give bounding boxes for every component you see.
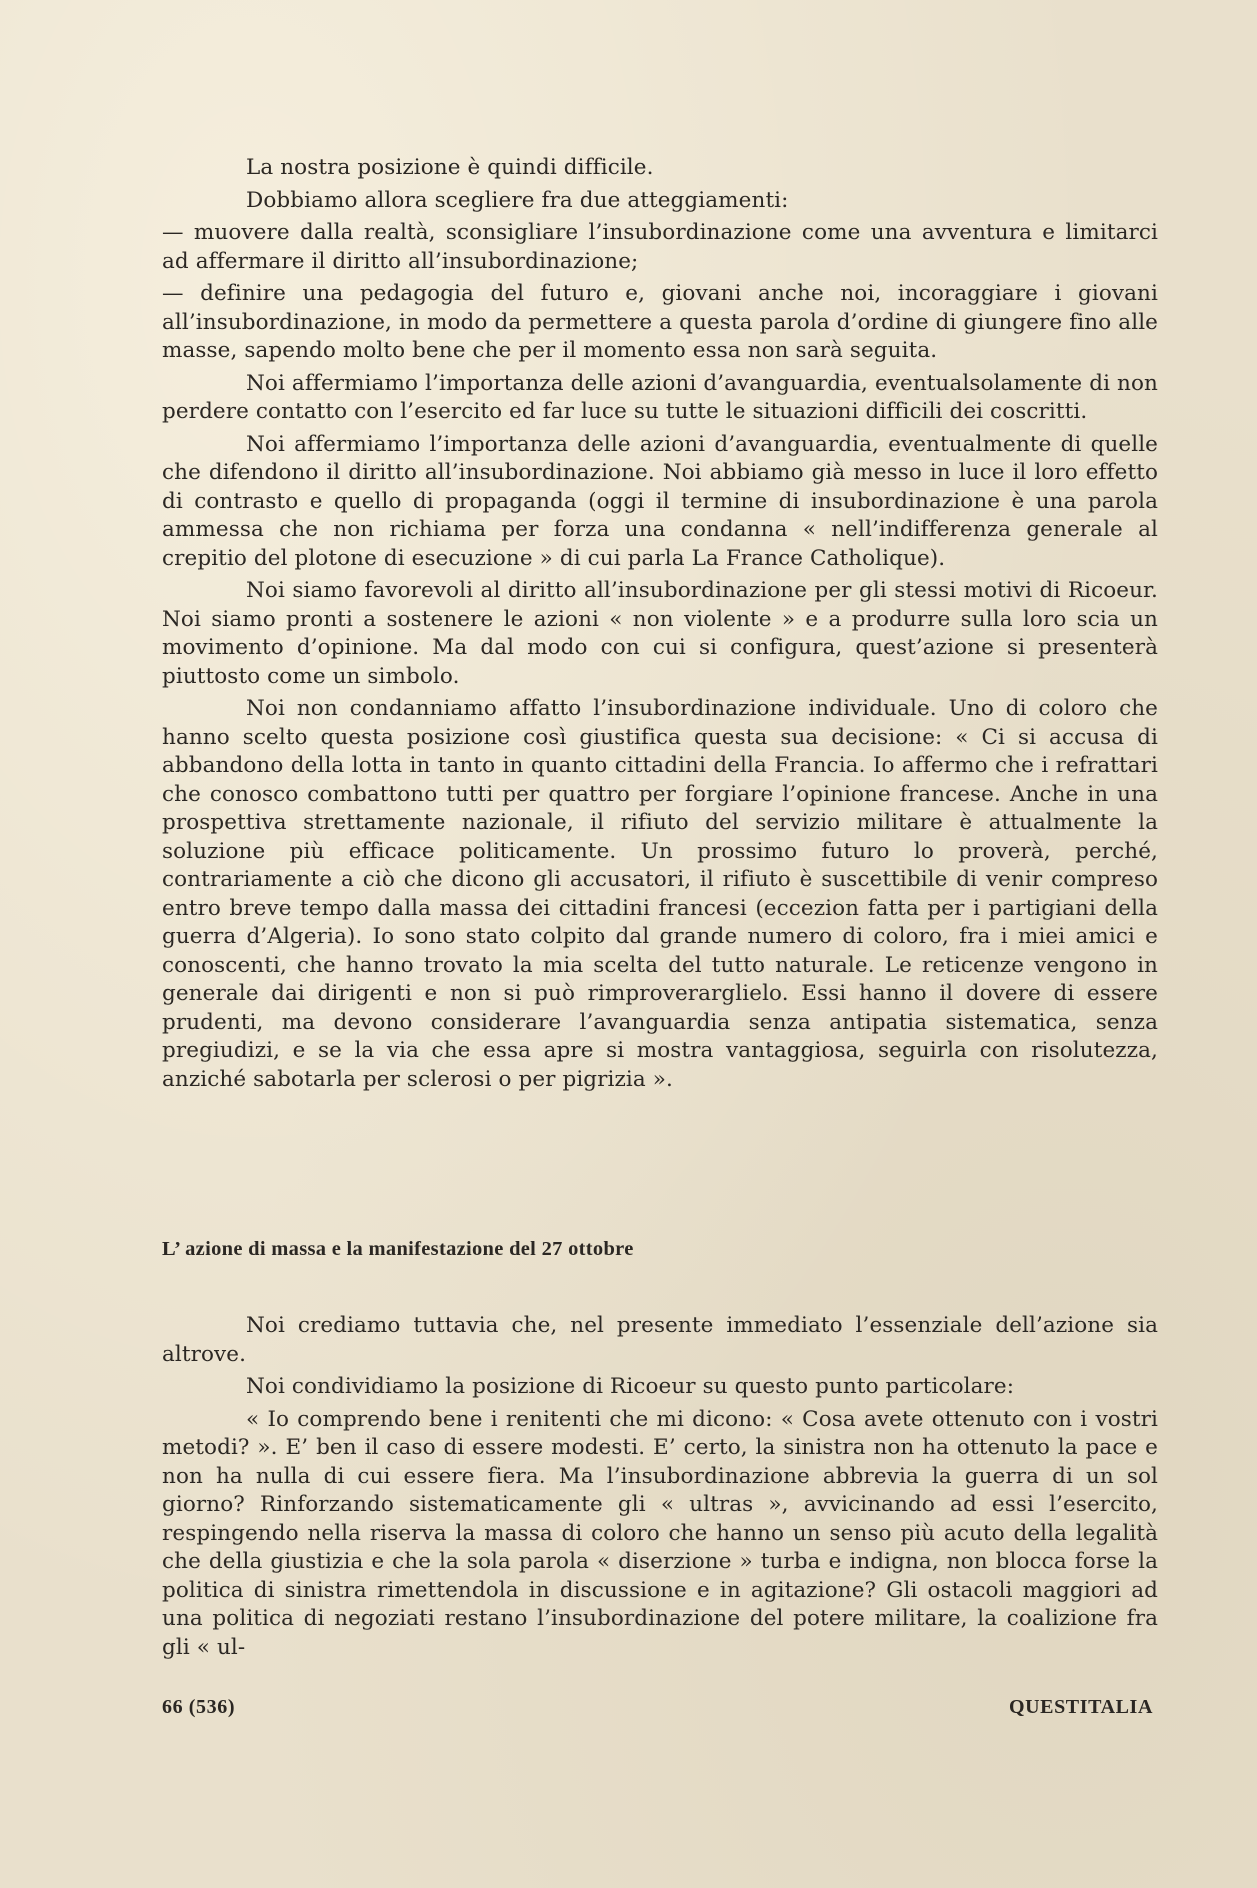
paragraph: Noi condividiamo la posizione di Ricoeur su questo punto particolare: [246, 1374, 1015, 1399]
paragraph: Noi non condanniamo affatto l’insubordinazione individuale. Uno di coloro che hanno scelto questa posizione così giustifica questa sua decisione: « Ci si accusa di abbandono della lotta in tanto in quanto cittadini della Francia. Io affermo che i refrattari che conosco combattono tutti per quattro per forgiare l’opinione francese. Anche in una prospettiva strettamente nazionale, il rifiuto del servizio militare è attualmente la soluzione più efficace politicamente. Un prossimo futuro lo proverà, perché, contrariamente a ciò che dicono gli accusatori, il rifiuto è suscettibile di venir compreso entro breve tempo dalla massa dei cittadini francesi (eccezion fatta per i partigiani della guerra d’Algeria). Io sono stato colpito dal grande numero di coloro, fra i miei amici e conoscenti, che hanno trovato la mia scelta del tutto naturale. Le reticenze vengono in generale dai dirigenti e non si può rimproverarglielo. Essi hanno il dovere di essere prudenti, ma devono considerare l’avanguardia senza antipatia sistematica, senza pregiudizi, e se la via che essa apre si mostra vantaggiosa, seguirla con risolutezza, anziché sabotarla per sclerosi o per pigrizia ». [162, 696, 1158, 1092]
paragraph: Noi affermiamo l’importanza delle azioni d’avanguardia, eventualmente di quelle che difendono il diritto all’insubordinazione. Noi abbiamo già messo in luce il loro effetto di contrasto e quello di propaganda (oggi il termine di insubordinazione è una parola ammessa che non richiama per forza una condanna « nell’indifferenza generale al crepitio del plotone di esecuzione » di cui parla La France Catholique). [162, 431, 1158, 571]
body-text-bottom [162, 1312, 1158, 1662]
section-heading: L’ azione di massa e la manifestazione del 27 ottobre [162, 1238, 634, 1260]
body-text-top [162, 154, 1158, 1094]
paragraph: La nostra posizione è quindi difficile. [246, 155, 654, 180]
journal-name: QUESTITALIA [1008, 1696, 1153, 1718]
paragraph: « Io comprendo bene i renitenti che mi dicono: « Cosa avete ottenuto con i vostri metodi? ». E’ ben il caso di essere modesti. E’ certo, la sinistra non ha ottenuto la pace e non ha nulla di cui essere fiera. Ma l’insubordinazione abbrevia la guerra di un sol giorno? Rinforzando sistematicamente gli « ultras », avvicinando ad essi l’esercito, respingendo nella riserva la massa di coloro che hanno un senso più acuto della legalità che della giustizia e che la sola parola « diserzione » turba e indigna, non blocca forse la politica di sinistra rimettendola in discussione e in agitazione? Gli ostacoli maggiori ad una politica di negoziati restano l’insubordinazione del potere militare, la coalizione fra gli « ul- [162, 1406, 1158, 1660]
page-number: 66 (536) [162, 1696, 236, 1718]
dash-item: — definire una pedagogia del futuro e, giovani anche noi, incoraggiare i giovani all’insubordinazione, in modo da permettere a questa parola d’ordine di giungere fino alle masse, sapendo molto bene che per il momento essa non sarà seguita. [162, 281, 1158, 363]
paragraph: Noi siamo favorevoli al diritto all’insubordinazione per gli stessi motivi di Ricoeur. Noi siamo pronti a sostenere le azioni « non violente » e a produrre sulla loro scia un movimento d’opinione. Ma dal modo con cui si configura, quest’azione si presenterà piuttosto come un simbolo. [162, 578, 1158, 689]
dash-item: — muovere dalla realtà, sconsigliare l’insubordinazione come una avventura e limitarci ad affermare il diritto all’insubordinazione; [162, 220, 1158, 274]
paragraph: Dobbiamo allora scegliere fra due atteggiamenti: [246, 187, 789, 213]
paragraph: Noi crediamo tuttavia che, nel presente immediato l’essenziale dell’azione sia altrove. [162, 1313, 1158, 1367]
paragraph: Noi affermiamo l’importanza delle azioni d’avanguardia, eventualsolamente di non perdere contatto con l’esercito ed far luce su tutte le situazioni difficili dei coscritti. [162, 370, 1158, 424]
